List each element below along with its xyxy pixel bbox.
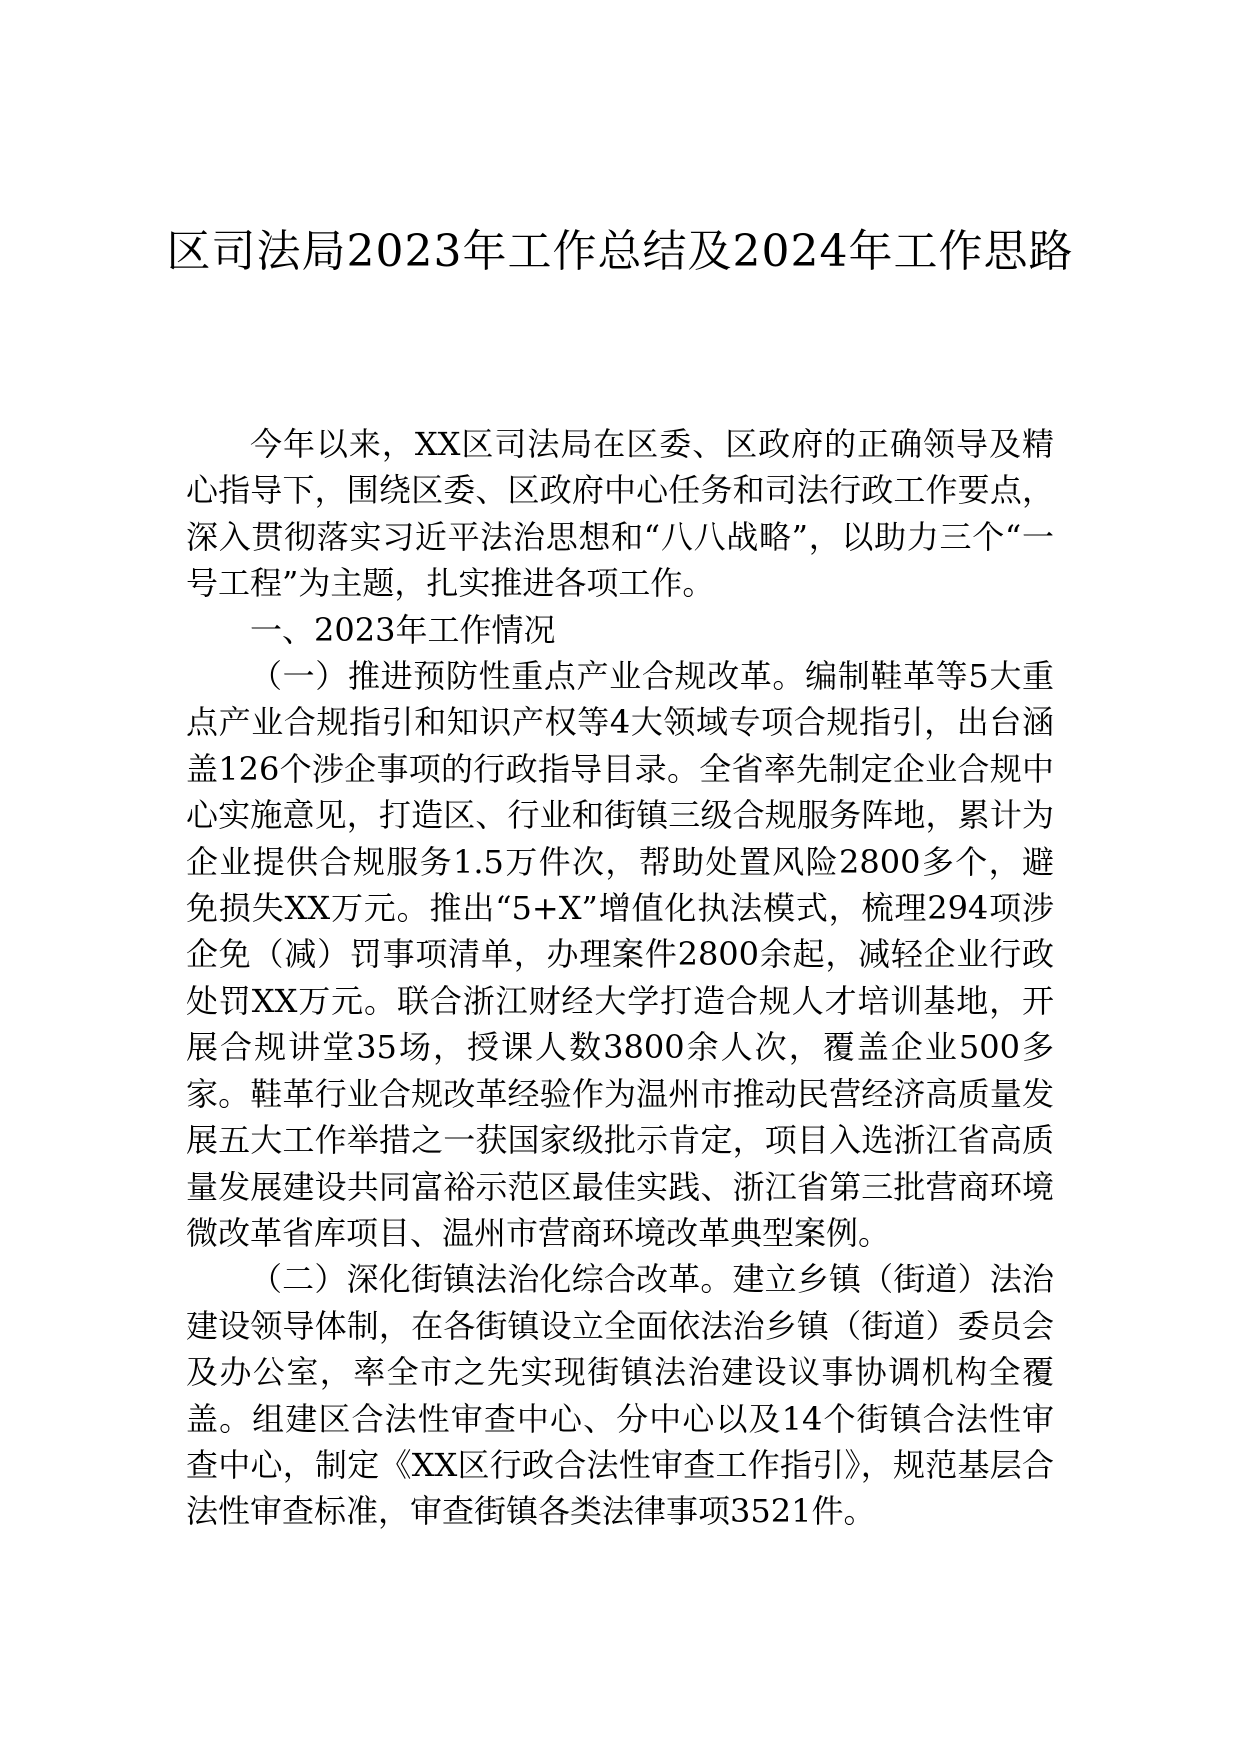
document-body (186, 421, 1054, 1535)
section-heading-2023-work: 一、2023年工作情况 (250, 610, 556, 649)
paragraph-compliance-reform: （一）推进预防性重点产业合规改革。编制鞋革等5大重点产业合规指引和知识产权等4大领域专项合规指引，出台涵盖126个涉企事项的行政指导目录。全省率先制定企业合规中心实施意见，打造区、行业和街镇三级合规服务阵地，累计为企业提供合规服务1.5万件次，帮助处置风险2800多个，避免损失XX万元。推出“5+X”增值化执法模式，梳理294项涉企免（减）罚事项清单，办理案件2800余起，减轻企业行政处罚XX万元。联合浙江财经大学打造合规人才培训基地，开展合规讲堂35场，授课人数3800余人次，覆盖企业500多家。鞋革行业合规改革经验作为温州市推动民营经济高质量发展五大工作举措之一获国家级批示肯定，项目入选浙江省高质量发展建设共同富裕示范区最佳实践、浙江省第三批营商环境微改革省库项目、温州市营商环境改革典型案例。 (186, 657, 1054, 1252)
paragraph-street-rule-of-law-reform: （二）深化街镇法治化综合改革。建立乡镇（街道）法治建设领导体制，在各街镇设立全面依法治乡镇（街道）委员会及办公室，率全市之先实现街镇法治建设议事协调机构全覆盖。组建区合法性审查中心、分中心以及14个街镇合法性审查中心，制定《XX区行政合法性审查工作指引》，规范基层合法性审查标准，审查街镇各类法律事项3521件。 (186, 1260, 1054, 1531)
intro-paragraph: 今年以来，XX区司法局在区委、区政府的正确领导及精心指导下，围绕区委、区政府中心任务和司法行政工作要点，深入贯彻落实习近平法治思想和“八八战略”，以助力三个“一号工程”为主题，扎实推进各项工作。 (186, 425, 1054, 603)
document-title: 区司法局2023年工作总结及2024年工作思路 (166, 226, 1074, 277)
